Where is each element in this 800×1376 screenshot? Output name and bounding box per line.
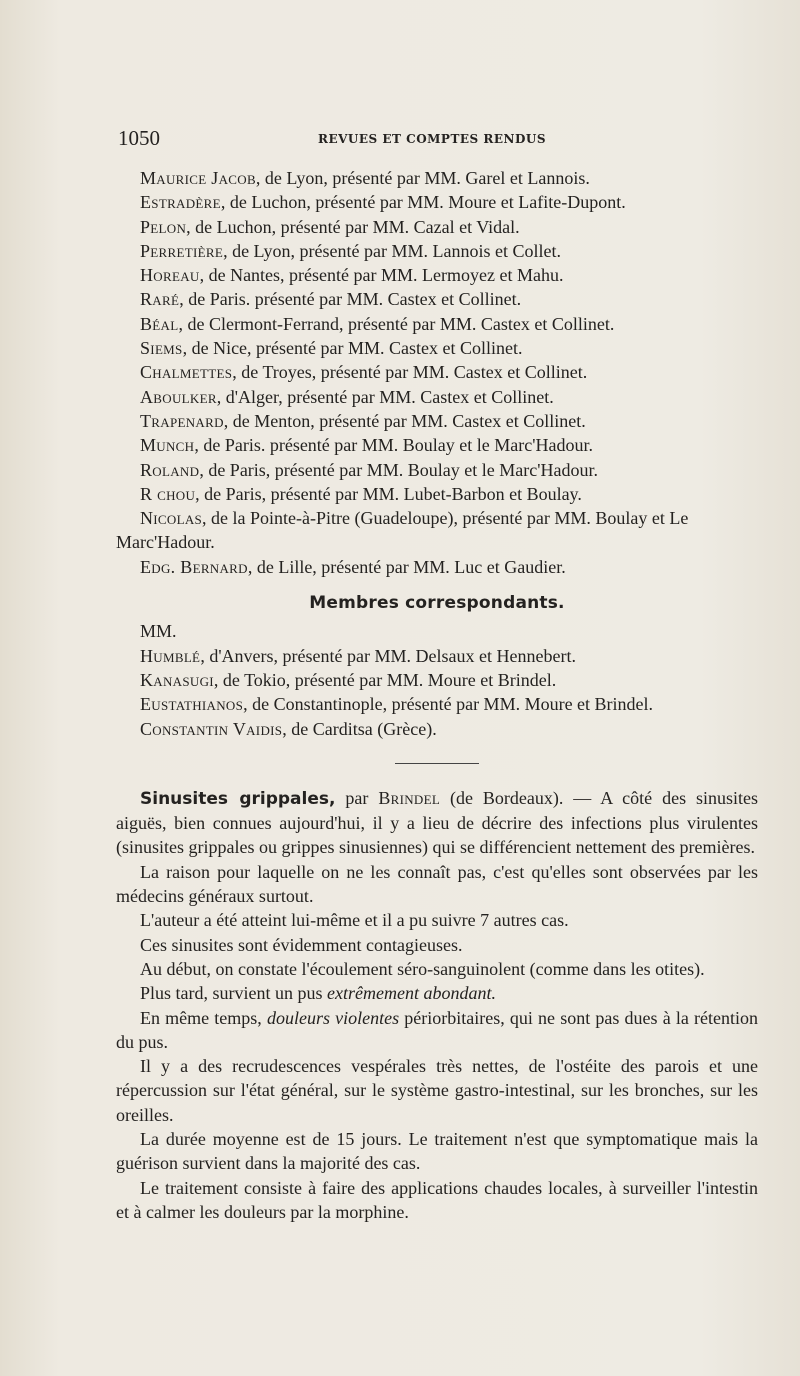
member-name: Horeau [140,265,200,286]
member-details: , de Troyes, présenté par MM. Castex et Collinet. [232,362,588,383]
member-name: Munch [140,435,195,456]
member-name: Constantin Vaidis [140,718,283,739]
paragraph-text: Plus tard, survient un pus [140,983,327,1004]
member-entry [116,409,758,433]
member-details: , de Lille, présenté par MM. Luc et Gaudier. [247,556,566,577]
article-paragraph [116,1006,758,1055]
member-list [116,166,758,579]
member-name: Kanasugi [140,669,214,690]
member-details: , de Carditsa (Grèce). [282,718,437,739]
member-name: Perretière [140,240,224,261]
member-entry [116,433,758,457]
member-details: , de Paris, présenté par MM. Boulay et le Marc'Hadour. [199,459,598,480]
member-details: , de Tokio, présenté par MM. Moure et Brindel. [213,669,557,690]
member-name: Humblé [140,645,201,666]
member-name: Siems [140,338,183,359]
member-details: , de la Pointe-à-Pitre (Guadeloupe), présenté par MM. Boulay et Le Marc'Hadour. [116,508,689,553]
member-details: , d'Alger, présenté par MM. Castex et Collinet. [216,386,554,407]
page-header [118,126,758,154]
member-entry [116,312,758,336]
member-entry [116,287,758,311]
member-name: Maurice Jacob [140,168,256,188]
member-name: Roland [140,459,200,480]
member-name: Eustathianos [140,694,244,715]
member-name: Chalmettes [140,362,233,383]
article-title: Sinusites grippales, [140,788,336,809]
member-name: Edg. Bernard [140,556,248,577]
page-body [116,166,758,1224]
article-paragraph: Ces sinusites sont évidemment contagieuses. [140,934,463,955]
member-details: , de Luchon, présenté par MM. Cazal et Vidal. [186,216,520,237]
member-name: Aboulker [140,386,217,407]
mm-label: MM. [140,621,177,642]
page-number: 1050 [118,126,160,150]
correspondant-entry [116,717,758,741]
member-details: , de Lyon, présenté par MM. Garel et Lannois. [255,168,590,188]
member-name: Estradère [140,192,221,213]
member-details: , de Menton, présenté par MM. Castex et Collinet. [223,410,586,431]
member-entry [116,506,758,555]
member-name: Pelon [140,216,187,237]
article-paragraph: Le traitement consiste à faire des applications chaudes locales, à surveiller l'intestin et à calmer les douleurs par la morphine. [116,1177,758,1222]
member-name: Raré [140,289,180,310]
correspondant-list [116,644,758,741]
correspondant-entry [116,668,758,692]
member-details: , de Paris. présenté par MM. Castex et Collinet. [179,289,522,310]
member-details: , de Clermont-Ferrand, présenté par MM. Castex et Collinet. [178,313,615,334]
emphasis-text: extrêmement abondant. [327,983,496,1004]
member-name: R chou [140,483,196,504]
member-entry [116,190,758,214]
member-details: , de Luchon, présenté par MM. Moure et Lafite-Dupont. [220,192,626,213]
article-by: par [335,787,379,808]
member-entry [116,385,758,409]
member-details: , d'Anvers, présenté par MM. Delsaux et Hennebert. [200,645,576,666]
member-entry [116,166,758,190]
section-heading: Membres correspondants. [309,593,565,614]
paragraph-text: périorbitaires, qui ne sont pas dues à la rétention du pus. [116,1007,758,1052]
article-intro-text: (de Bordeaux). — A côté des sinusites aiguës, bien connues aujourd'hui, il y a lieu de décrire des infections plus virulentes (sinusites grippales ou grippes sinusiennes) qui se différencient nettement des premières. [116,787,759,858]
member-details: , de Nantes, présenté par MM. Lermoyez et Mahu. [199,265,564,286]
member-details: , de Lyon, présenté par MM. Lannois et Collet. [223,240,561,261]
article-author: Brindel [378,787,441,808]
member-entry [116,336,758,360]
member-entry [116,482,758,506]
article-paragraph: L'auteur a été atteint lui-même et il a pu suivre 7 autres cas. [140,910,569,931]
member-name: Béal [140,313,179,334]
member-details: , de Constantinople, présenté par MM. Moure et Brindel. [243,694,654,715]
article-paragraph: Il y a des recrudescences vespérales très nettes, de l'ostéite des parois et une répercussion sur l'état général, sur le système gastro-intestinal, sur les bronches, sur les oreilles. [116,1056,758,1125]
correspondant-entry [116,692,758,716]
section-divider [395,763,479,764]
emphasis-text: douleurs violentes [266,1007,400,1028]
correspondant-entry [116,644,758,668]
member-entry [116,263,758,287]
article-paragraph [116,981,758,1005]
member-name: Trapenard [140,410,224,431]
paragraph-text: En même temps, [140,1007,267,1028]
running-title: REVUES ET COMPTES RENDUS [318,132,546,146]
article-intro [116,786,758,860]
member-entry [116,239,758,263]
article-paragraph: La durée moyenne est de 15 jours. Le traitement n'est que symptomatique mais la guérison survient dans la majorité des cas. [116,1128,758,1174]
member-details: , de Paris, présenté par MM. Lubet-Barbon et Boulay. [195,483,582,504]
member-name: Nicolas [140,508,203,529]
member-details: , de Paris. présenté par MM. Boulay et le Marc'Hadour. [194,435,593,456]
article [116,786,758,1224]
member-entry [116,458,758,482]
member-details: , de Nice, présenté par MM. Castex et Collinet. [182,338,523,359]
article-paragraph: La raison pour laquelle on ne les connaît pas, c'est qu'elles sont observées par les médecins généraux surtout. [116,861,758,907]
article-paragraph: Au début, on constate l'écoulement séro-sanguinolent (comme dans les otites). [140,958,705,979]
member-entry [116,215,758,239]
member-entry [116,555,758,579]
member-entry [116,360,758,384]
